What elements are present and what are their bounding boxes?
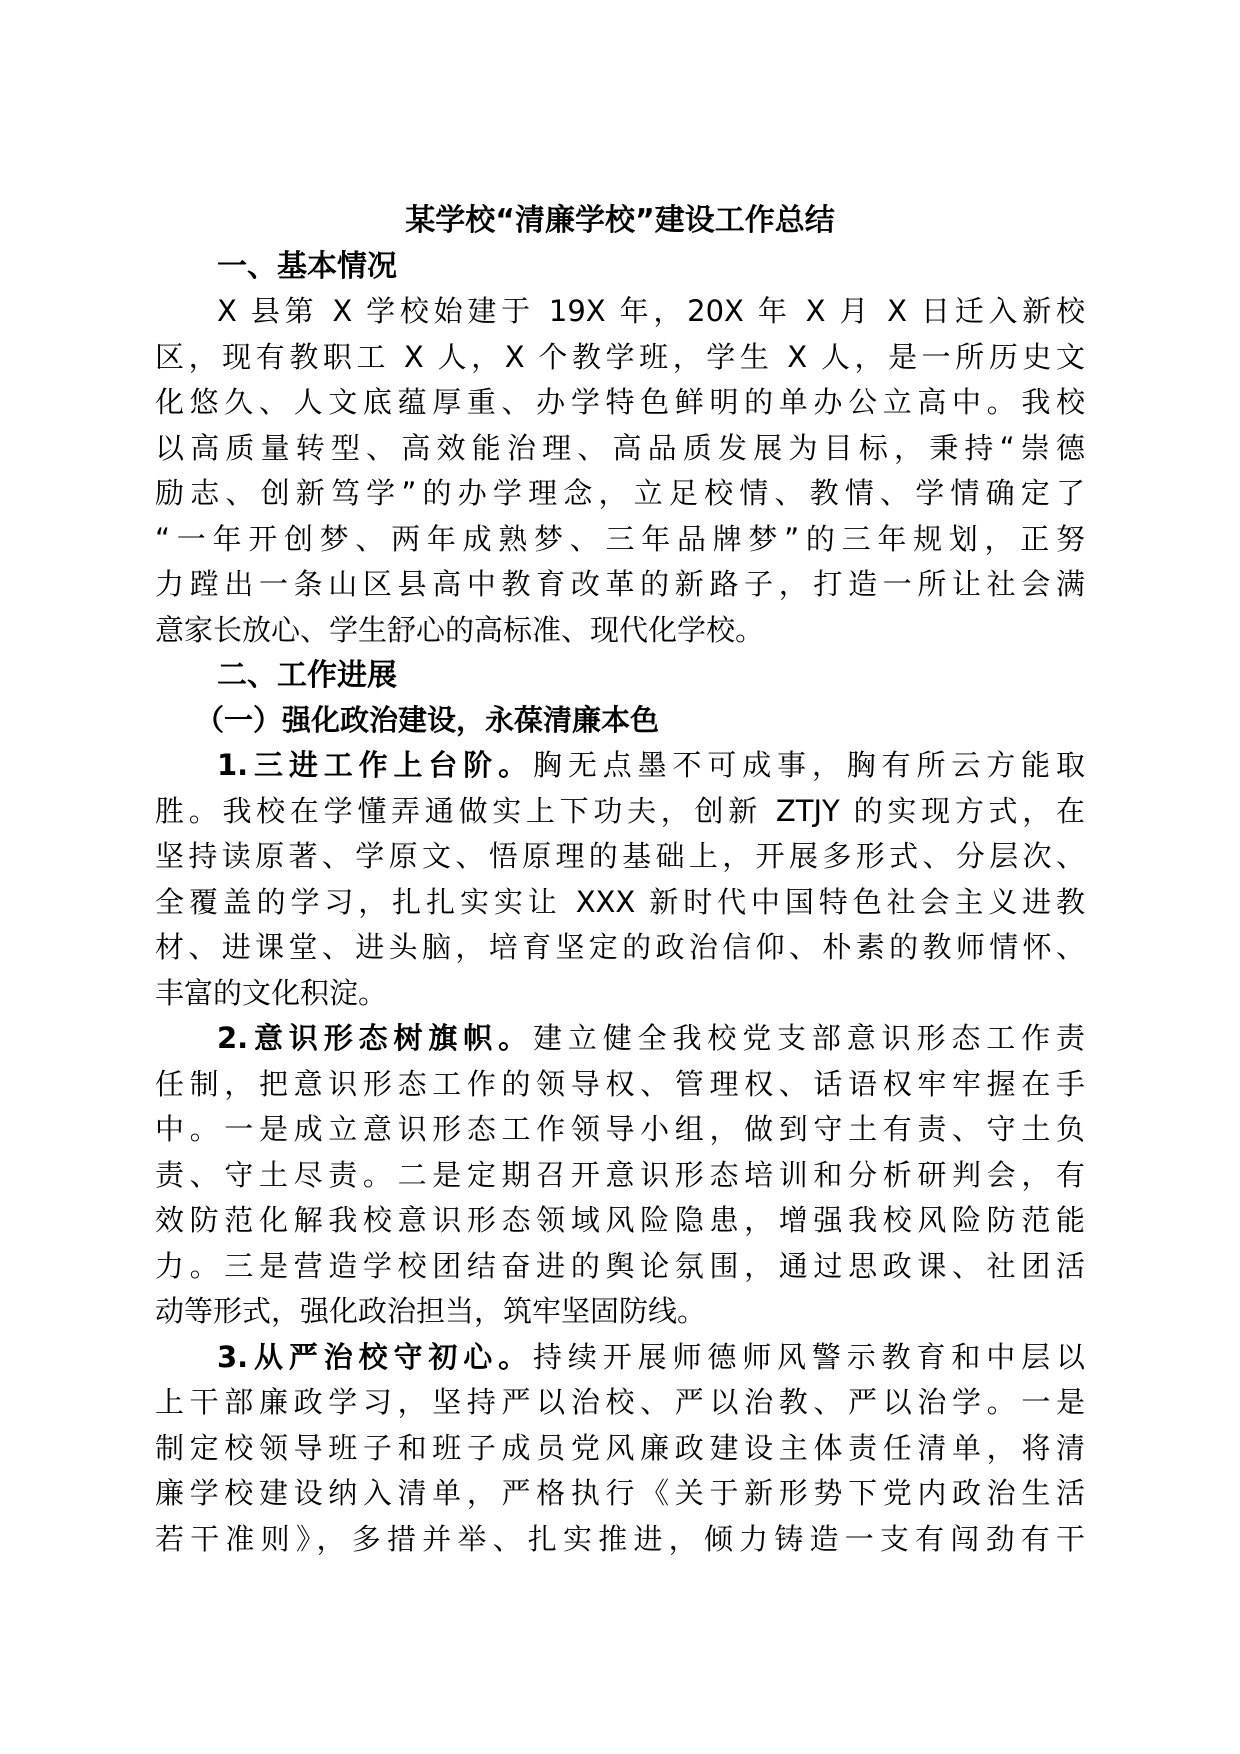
paragraph-line: 任制，把意识形态工作的领导权、管理权、话语权牢牢握在手 [155, 1066, 1085, 1101]
paragraph-line: 效防范化解我校意识形态领域风险隐患，增强我校风险防范能 [155, 1203, 1085, 1237]
item-lead: 1.三进工作上台阶。 [217, 748, 533, 782]
paragraph-line: 力蹚出一条山区县高中教育改革的新路子，打造一所让社会满 [155, 567, 1085, 601]
item-lead-rest: 胸无点墨不可成事，胸有所云方能取 [533, 748, 1085, 782]
paragraph-line: 全覆盖的学习，扎扎实实让 XXX 新时代中国特色社会主义进教 [155, 884, 1085, 919]
paragraph-line [155, 1016, 1085, 1062]
paragraph-line: 化悠久、人文底蕴厚重、办学特色鲜明的单办公立高中。我校 [155, 385, 1085, 419]
paragraph-line: 廉学校建设纳入清单，严格执行《关于新形势下党内政治生活 [155, 1476, 1085, 1510]
section-heading-basic-info: 一、基本情况 [217, 249, 397, 284]
paragraph-line: 区，现有教职工 X 人，X 个教学班，学生 X 人，是一所历史文 [155, 339, 1085, 374]
paragraph-line [155, 743, 1085, 789]
paragraph-line: 上干部廉政学习，坚持严以治校、严以治教、严以治学。一是 [155, 1385, 1085, 1419]
paragraph-line: 以高质量转型、高效能治理、高品质发展为目标，秉持“崇德 [155, 430, 1085, 465]
paragraph-line: 若干准则》，多措并举、扎实推进，倾力铸造一支有闯劲有干 [155, 1521, 1085, 1556]
paragraph-line: 励志、创新笃学”的办学理念，立足校情、教情、学情确定了 [155, 476, 1085, 510]
item-lead: 3.从严治校守初心。 [217, 1339, 533, 1374]
paragraph-line: 动等形式，强化政治担当，筑牢坚固防线。 [155, 1294, 707, 1328]
item-paragraph-1 [155, 743, 1085, 1016]
paragraph-line [155, 1335, 1085, 1381]
item-paragraph-3 [155, 1335, 1085, 1563]
paragraph-line: 制定校领导班子和班子成员党风廉政建设主体责任清单，将清 [155, 1430, 1085, 1465]
document-page [155, 198, 1085, 1562]
paragraph-line: 胜。我校在学懂弄通做实上下功夫，创新 ZTJY 的实现方式，在 [155, 793, 1085, 828]
section-heading-progress: 二、工作进展 [217, 658, 397, 693]
item-lead: 2.意识形态树旗帜。 [217, 1021, 533, 1055]
document-title: 某学校“清廉学校”建设工作总结 [405, 203, 835, 238]
subsection-heading-political: （一）强化政治建设，永葆清廉本色 [195, 703, 660, 737]
paragraph-line: 坚持读原著、学原文、悟原理的基础上，开展多形式、分层次、 [155, 839, 1085, 873]
paragraph-line: 责、守土尽责。二是定期召开意识形态培训和分析研判会，有 [155, 1157, 1085, 1192]
paragraph-line: 丰富的文化积淀。 [155, 975, 388, 1010]
paragraph-line: 力。三是营造学校团结奋进的舆论氛围，通过思政课、社团活 [155, 1248, 1085, 1283]
paragraph-line: 中。一是成立意识形态工作领导小组，做到守土有责、守土负 [155, 1112, 1085, 1146]
item-lead-rest: 建立健全我校党支部意识形态工作责 [533, 1021, 1085, 1055]
section-basic-info-paragraph [155, 289, 1085, 653]
paragraph-line: X 县第 X 学校始建于 19X 年，20X 年 X 月 X 日迁入新校 [217, 294, 1085, 328]
paragraph-line: “一年开创梦、两年成熟梦、三年品牌梦”的三年规划，正努 [155, 521, 1085, 556]
paragraph-line: 意家长放心、学生舒心的高标准、现代化学校。 [155, 612, 765, 647]
item-paragraph-2 [155, 1016, 1085, 1335]
paragraph-line: 材、进课堂、进头脑，培育坚定的政治信仰、朴素的教师情怀、 [155, 930, 1085, 964]
item-lead-rest: 持续开展师德师风警示教育和中层以 [533, 1339, 1085, 1374]
